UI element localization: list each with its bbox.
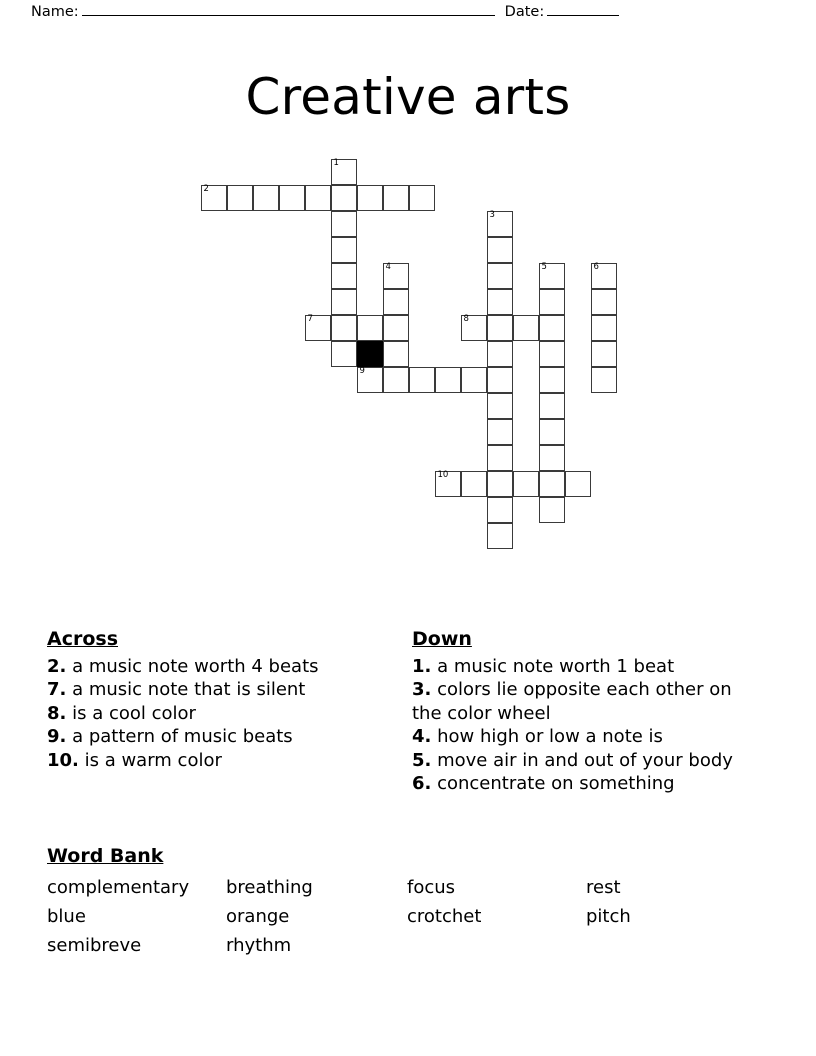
clue-text: colors lie opposite each other on the color wheel: [412, 679, 732, 724]
grid-cell[interactable]: [591, 341, 617, 367]
grid-cell[interactable]: [539, 393, 565, 419]
grid-cell[interactable]: [487, 419, 513, 445]
clue-item-down-1: [412, 655, 742, 679]
grid-cell[interactable]: [513, 315, 539, 341]
date-label: Date:: [504, 4, 545, 20]
clue-text: how high or low a note is: [431, 726, 663, 748]
grid-cell[interactable]: [591, 263, 617, 289]
down-clues-column: [412, 628, 742, 796]
clue-number: 7.: [47, 679, 67, 701]
word-bank-list: [47, 873, 767, 960]
word-bank-word: focus: [407, 876, 456, 898]
word-bank-word: rhythm: [226, 934, 292, 956]
worksheet-header: [0, 0, 816, 28]
word-bank-section: [47, 845, 767, 960]
grid-cell[interactable]: [201, 185, 227, 211]
clue-number: 2.: [47, 655, 67, 677]
grid-cell[interactable]: [357, 367, 383, 393]
grid-cell[interactable]: [487, 315, 513, 341]
grid-cell[interactable]: [539, 445, 565, 471]
grid-cell[interactable]: [539, 341, 565, 367]
grid-cell[interactable]: [253, 185, 279, 211]
grid-cell[interactable]: [539, 263, 565, 289]
name-field-group: [31, 2, 495, 20]
word-bank-word: breathing: [226, 876, 313, 898]
grid-cell[interactable]: [461, 367, 487, 393]
clue-item-across-9: [47, 725, 397, 749]
grid-cell[interactable]: [383, 367, 409, 393]
grid-cell[interactable]: [565, 471, 591, 497]
grid-cell[interactable]: [383, 289, 409, 315]
grid-cell[interactable]: [591, 315, 617, 341]
clue-number: 6.: [412, 773, 432, 795]
grid-cell[interactable]: [539, 289, 565, 315]
grid-cell[interactable]: [331, 263, 357, 289]
down-heading: Down: [412, 628, 472, 650]
grid-cell[interactable]: [539, 315, 565, 341]
across-clue-list: [47, 655, 397, 773]
page-title: Creative arts: [245, 67, 571, 126]
grid-cell[interactable]: [331, 237, 357, 263]
word-bank-word: semibreve: [47, 934, 142, 956]
grid-block-cell: [357, 341, 383, 367]
grid-cell[interactable]: [227, 185, 253, 211]
grid-cell[interactable]: [409, 367, 435, 393]
grid-clue-number: 3: [489, 210, 495, 220]
clue-number: 5.: [412, 749, 432, 771]
grid-clue-number: 1: [333, 158, 339, 168]
grid-cell[interactable]: [461, 471, 487, 497]
clue-number: 8.: [47, 702, 67, 724]
grid-cell[interactable]: [331, 315, 357, 341]
grid-clue-number: 4: [385, 262, 391, 272]
date-field-group: [505, 2, 620, 20]
clue-text: is a cool color: [66, 702, 196, 724]
grid-cell[interactable]: [487, 497, 513, 523]
grid-clue-number: 10: [437, 470, 449, 480]
grid-cell[interactable]: [357, 185, 383, 211]
grid-cell[interactable]: [591, 289, 617, 315]
clue-item-across-2: [47, 655, 397, 679]
across-heading: Across: [47, 628, 119, 650]
clue-item-across-8: [47, 702, 397, 726]
word-bank-word: rest: [586, 876, 621, 898]
grid-cell[interactable]: [331, 341, 357, 367]
name-write-line[interactable]: [82, 2, 495, 16]
grid-cell[interactable]: [331, 159, 357, 185]
grid-cell[interactable]: [487, 471, 513, 497]
clue-item-down-5: [412, 749, 742, 773]
grid-cell[interactable]: [487, 237, 513, 263]
word-bank-heading: Word Bank: [47, 845, 164, 867]
grid-cell[interactable]: [331, 185, 357, 211]
clue-number: 3.: [412, 679, 432, 701]
clue-item-down-4: [412, 725, 742, 749]
word-bank-word: blue: [47, 905, 86, 927]
grid-cell[interactable]: [279, 185, 305, 211]
grid-cell[interactable]: [435, 367, 461, 393]
grid-cell[interactable]: [331, 211, 357, 237]
word-bank-word: complementary: [47, 876, 190, 898]
grid-cell[interactable]: [383, 263, 409, 289]
clue-item-down-6: [412, 772, 742, 796]
grid-cell[interactable]: [487, 367, 513, 393]
grid-cell[interactable]: [487, 289, 513, 315]
word-bank-word: orange: [226, 905, 290, 927]
clue-number: 1.: [412, 655, 432, 677]
word-bank-spacer: [407, 931, 586, 960]
grid-cell[interactable]: [383, 315, 409, 341]
clue-text: a pattern of music beats: [66, 726, 293, 748]
grid-clue-number: 5: [541, 262, 547, 272]
clue-text: a music note worth 1 beat: [431, 655, 675, 677]
word-bank-word: crotchet: [407, 905, 482, 927]
grid-cell[interactable]: [487, 341, 513, 367]
grid-cell[interactable]: [357, 315, 383, 341]
clue-item-across-10: [47, 749, 397, 773]
grid-cell[interactable]: [539, 497, 565, 523]
clue-number: 9.: [47, 726, 67, 748]
clue-number: 4.: [412, 726, 432, 748]
clue-text: concentrate on something: [431, 773, 675, 795]
clue-text: is a warm color: [78, 749, 222, 771]
grid-cell[interactable]: [383, 341, 409, 367]
grid-cell[interactable]: [487, 523, 513, 549]
grid-clue-number: 7: [307, 314, 313, 324]
grid-clue-number: 2: [203, 184, 209, 194]
date-write-line[interactable]: [547, 2, 619, 16]
grid-clue-number: 6: [593, 262, 599, 272]
clue-text: a music note worth 4 beats: [66, 655, 319, 677]
down-clue-list: [412, 655, 742, 796]
grid-cell[interactable]: [383, 185, 409, 211]
grid-cell[interactable]: [409, 185, 435, 211]
grid-cell[interactable]: [591, 367, 617, 393]
clue-text: a music note that is silent: [66, 679, 306, 701]
grid-cell[interactable]: [305, 185, 331, 211]
word-bank-word: pitch: [586, 905, 631, 927]
across-clues-column: [47, 628, 397, 772]
grid-cell[interactable]: [331, 289, 357, 315]
word-bank-spacer: [586, 931, 767, 960]
grid-cell[interactable]: [435, 471, 461, 497]
grid-cell[interactable]: [539, 419, 565, 445]
grid-clue-number: 8: [463, 314, 469, 324]
grid-cell[interactable]: [513, 471, 539, 497]
grid-cell[interactable]: [305, 315, 331, 341]
clue-item-down-3: [412, 678, 742, 725]
grid-cell[interactable]: [539, 367, 565, 393]
grid-cell[interactable]: [487, 445, 513, 471]
grid-cell[interactable]: [487, 393, 513, 419]
grid-cell[interactable]: [539, 471, 565, 497]
clue-text: move air in and out of your body: [431, 749, 733, 771]
grid-clue-number: 9: [359, 366, 365, 376]
clue-number: 10.: [47, 749, 79, 771]
clue-item-across-7: [47, 678, 397, 702]
grid-cell[interactable]: [487, 263, 513, 289]
grid-cell[interactable]: [461, 315, 487, 341]
grid-cell[interactable]: [487, 211, 513, 237]
name-label: Name:: [31, 4, 79, 20]
